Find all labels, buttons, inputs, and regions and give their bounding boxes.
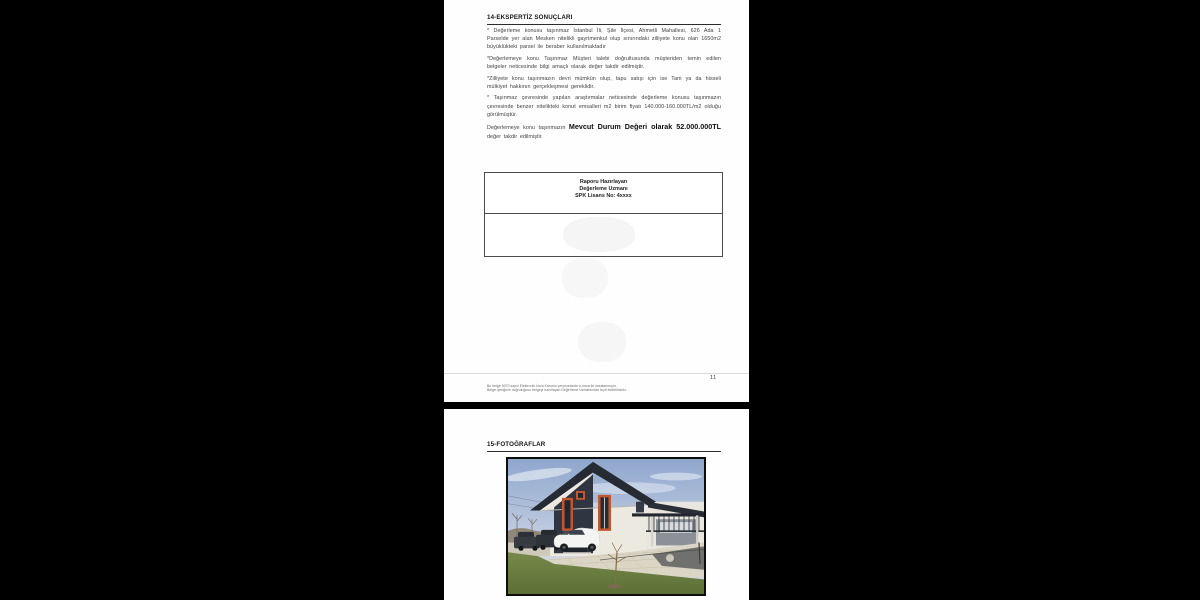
document-page-11	[444, 0, 749, 402]
signature-box	[484, 172, 723, 257]
stone-sphere	[666, 554, 674, 562]
footer-separator	[444, 373, 749, 374]
paragraph-final-valuation	[487, 122, 721, 142]
signature-box-header	[485, 173, 722, 214]
faint-stamp-watermark	[563, 217, 635, 252]
paragraph-valuation-purpose: *Değerlemeye konu Taşınmaz Müşteri talebi doğrultusunda müşteriden temin edilen belgeler neticesinde bilgi amaçlı olarak değer takdir edilmiştir.	[487, 55, 721, 70]
disclaimer-line2: Belge içeriğinin doğruluğunu belgeyi hazırlayan Değerleme Uzmanından teyit edebilirsiniz.	[487, 388, 627, 392]
signature-license-number: SPK Lisans No: 4xxxx	[575, 192, 632, 199]
property-photo-frame	[506, 457, 706, 596]
page-number: 11	[710, 375, 717, 381]
faint-watermark	[578, 322, 626, 362]
valuation-suffix: değer takdir edilmiştir.	[487, 134, 543, 141]
faint-watermark	[562, 258, 608, 298]
esignature-disclaimer	[487, 384, 687, 392]
paragraph-market-research: * Taşınmaz çevresinde yapılan araştırmalar neticesinde değerleme konusu taşınmazın çevresinde benzer nitelikteki konut emsalleri m2 birim fiyatı 140.000-160.000TL/m2 olduğu görülmüştür.	[487, 95, 721, 118]
signature-role-line2: Değerleme Uzmanı	[579, 185, 628, 192]
valuation-amount: Mevcut Durum Değeri olarak 52.000.000TL	[568, 122, 721, 132]
section-title-ekspertiz-sonuclari: 14-EKSPERTİZ SONUÇLARI	[487, 14, 573, 21]
section-title-fotograflar: 15-FOTOĞRAFLAR	[487, 441, 546, 448]
report-body	[487, 27, 721, 146]
property-photo	[508, 459, 704, 594]
section-title-underline	[487, 451, 721, 452]
paragraph-property-location: * Değerleme konusu taşınmaz İstanbul İli, Şile İlçesi, Ahmetli Mahallesi, 626 Ada 1 Parselde yer alan Mesken nitelikli gayrimenkul olup sınırındaki zilliyete konu olan 1650m2 büyüklükteki parsel ile beraber kullanılmaktadır	[487, 28, 721, 51]
signature-area-empty	[485, 214, 722, 256]
section-title-underline	[487, 24, 721, 25]
signature-role-line1: Raporu Hazırlayan	[579, 178, 628, 185]
valuation-prefix: Değerlemeye konu taşınmazın	[487, 125, 569, 132]
disclaimer-line1: Bu belge 5070 sayılı Elektronik İmza Kanunu çerçevesinde e-imza ile imzalanmıştır.	[487, 384, 617, 388]
paragraph-ownership-note: *Zilliyete konu taşınmazın devri mümkün olup, tapu satışı için ise Tam ya da hisseli mülkiyet hakkının gerçekleşmesi gereklidir.	[487, 75, 721, 90]
document-page-12	[444, 409, 749, 600]
